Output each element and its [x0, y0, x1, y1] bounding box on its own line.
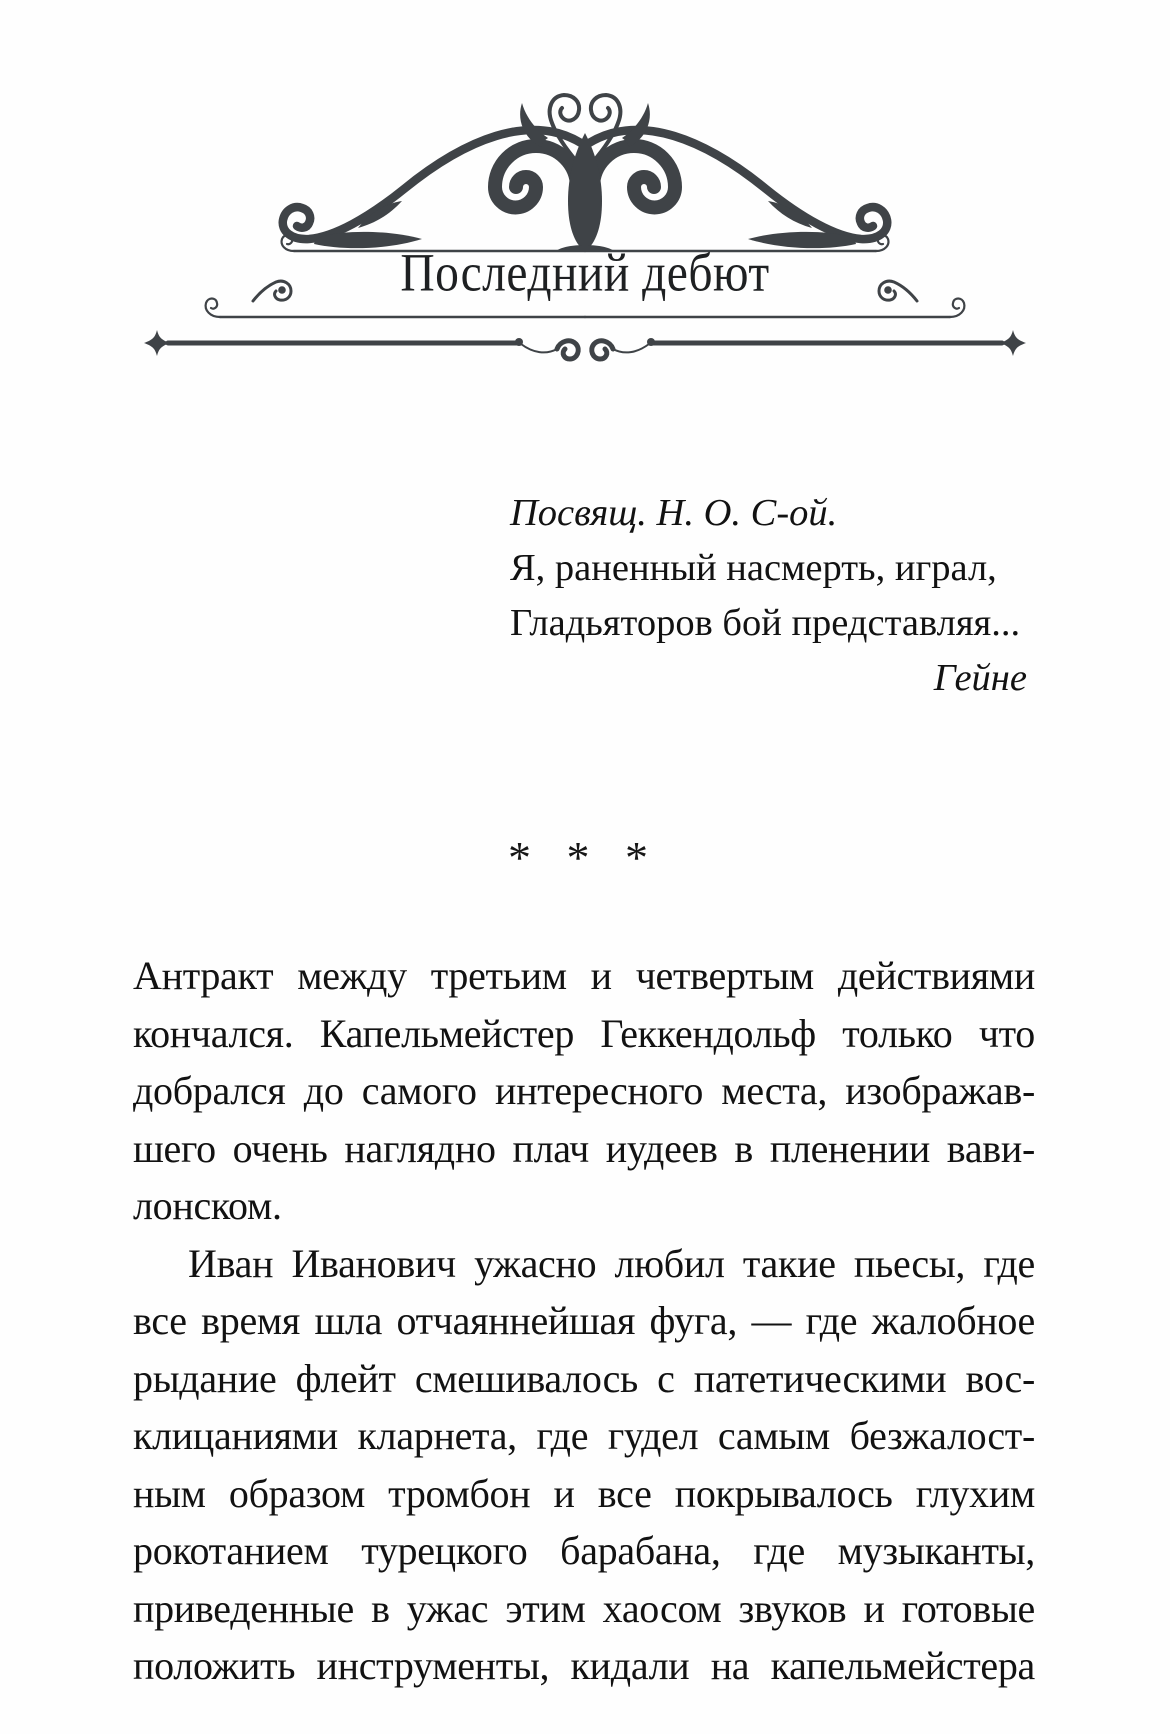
epigraph-verse-line: Гладьяторов бой представляя... [510, 602, 1021, 644]
body-line: приведенные в ужас этим хаосом звуков и готовые [133, 1585, 1035, 1631]
central-flame [568, 133, 602, 249]
epigraph-dedication: Посвящ. Н. О. С-ой. [510, 492, 838, 534]
body-line: кончался. Капельмейстер Геккендольф только что [133, 1010, 1035, 1056]
body-line: ным образом тромбон и все покрывалось глухим [133, 1470, 1035, 1516]
body-line: добрался до самого интересного места, изображав- [133, 1068, 1035, 1113]
body-line: рокотанием турецкого барабана, где музыканты, [133, 1528, 1035, 1573]
body-line: Иван Иванович ужасно любил такие пьесы, где [188, 1240, 1035, 1286]
body-line: положить инструменты, кидали на капельмейстера [133, 1643, 1035, 1688]
epigraph-block [510, 486, 1027, 706]
body-line: лонском. [133, 1183, 282, 1228]
body-line: Антракт между третьим и четвертым действиями [133, 953, 1035, 998]
chapter-ornament-flourish-icon [0, 0, 1170, 380]
body-line: рыдание флейт смешивалось с патетическими вос- [133, 1355, 1035, 1401]
epigraph-attribution: Гейне [933, 657, 1027, 699]
body-line: клицаниями кларнета, где гудел самым безжалост- [133, 1413, 1035, 1458]
body-text [133, 947, 1035, 1695]
section-separator: * * * [508, 832, 660, 883]
body-line: все время шла отчаяннейшая фуга, — где жалобное [133, 1298, 1035, 1343]
chapter-title: Последний дебют [400, 242, 770, 303]
epigraph-verse-line: Я, раненный насмерть, играл, [510, 547, 997, 589]
body-line: шего очень наглядно плач иудеев в пленении вави- [133, 1125, 1035, 1171]
